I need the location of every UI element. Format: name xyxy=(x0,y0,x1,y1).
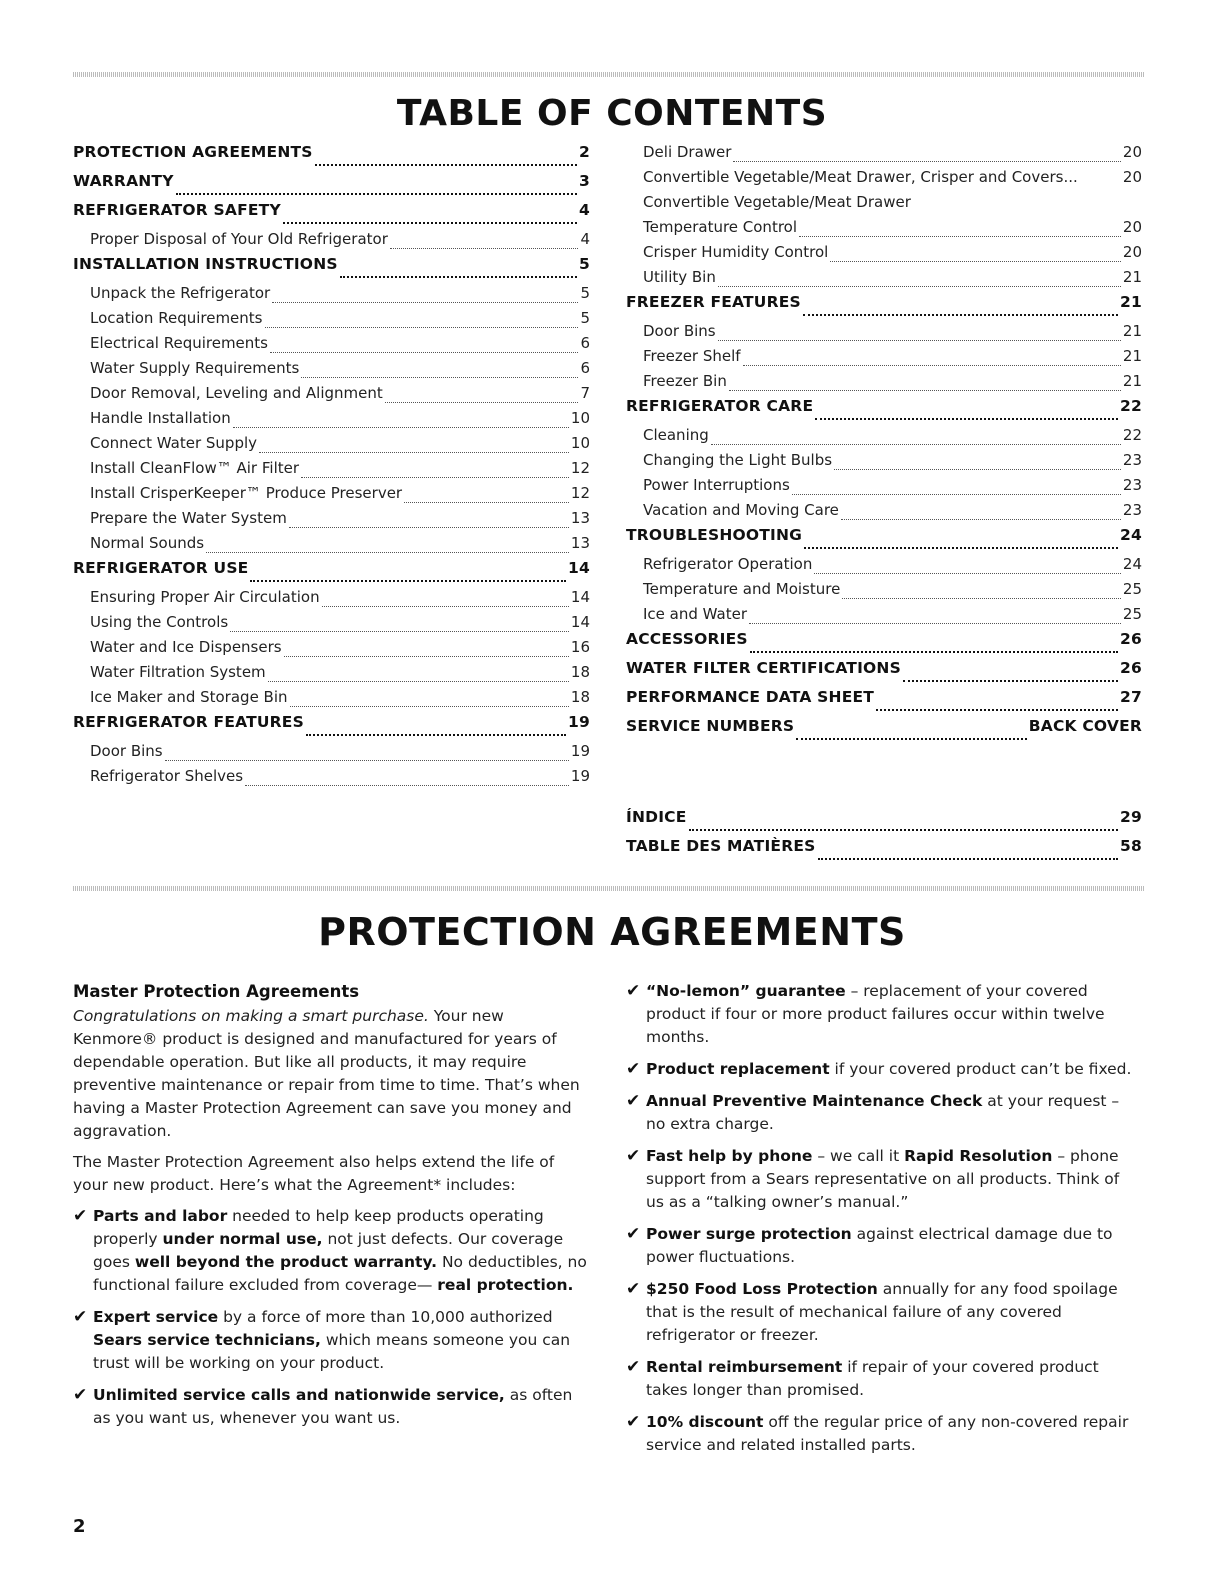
toc-leader-dots xyxy=(749,623,1121,624)
toc-leader-dots xyxy=(268,681,569,682)
toc-entry-page: BACK COVER xyxy=(1028,717,1142,735)
top-rule xyxy=(73,72,1144,77)
agreement-item-text: if your covered product can’t be fixed. xyxy=(829,1060,1132,1078)
toc-entry-page: 19 xyxy=(570,767,590,785)
toc-entry-page: 21 xyxy=(1122,322,1142,340)
toc-entry[interactable] xyxy=(626,293,1142,322)
agreement-item xyxy=(73,1384,589,1430)
toc-leader-dots xyxy=(385,402,579,403)
toc-language-links xyxy=(626,808,1142,866)
toc-entry-page: 20 xyxy=(1122,243,1142,261)
toc-entry[interactable] xyxy=(73,384,590,409)
toc-entry-label: Door Bins xyxy=(90,742,163,760)
agreement-item-text: – replacement of your covered product if four or more product failures occur within twelve months. xyxy=(646,982,1105,1046)
toc-entry-page: 29 xyxy=(1120,808,1142,826)
toc-entry-label: Using the Controls xyxy=(90,613,229,631)
toc-entry-page: 5 xyxy=(580,284,590,302)
toc-entry-label: Unpack the Refrigerator xyxy=(90,284,271,302)
toc-entry-page: 18 xyxy=(570,663,590,681)
checkmark-icon: ✔ xyxy=(73,1385,88,1405)
middle-rule xyxy=(73,886,1144,891)
pa-title: PROTECTION AGREEMENTS xyxy=(318,910,906,954)
toc-leader-dots xyxy=(842,598,1121,599)
toc-leader-dots xyxy=(792,494,1121,495)
toc-entry-page: 19 xyxy=(568,713,590,731)
toc-entry[interactable] xyxy=(626,605,1142,630)
toc-title: TABLE OF CONTENTS xyxy=(396,93,828,134)
toc-entry[interactable] xyxy=(626,555,1142,580)
toc-entry-page: 4 xyxy=(579,201,590,219)
toc-entry[interactable] xyxy=(73,172,590,201)
toc-entry-page: 26 xyxy=(1120,630,1142,648)
toc-leader-dots xyxy=(315,164,577,166)
toc-entry-page: 22 xyxy=(1122,426,1142,444)
checkmark-icon: ✔ xyxy=(626,1224,641,1244)
toc-entry-label: Freezer Shelf xyxy=(643,347,741,365)
toc-entry-label: REFRIGERATOR USE xyxy=(73,559,249,577)
toc-entry-label: SERVICE NUMBERS xyxy=(626,717,795,735)
toc-entry-label: Water Supply Requirements xyxy=(90,359,300,377)
toc-entry-label: ÍNDICE xyxy=(626,808,687,826)
toc-entry-label: Water Filtration System xyxy=(90,663,266,681)
page-number: 2 xyxy=(73,1516,86,1537)
toc-entry-page: 21 xyxy=(1122,268,1142,286)
toc-leader-dots xyxy=(689,829,1118,831)
toc-entry[interactable] xyxy=(73,534,590,559)
toc-entry-label: Cleaning xyxy=(643,426,709,444)
agreement-item-bold: well beyond the product warranty. xyxy=(134,1253,438,1271)
toc-entry-label: Connect Water Supply xyxy=(90,434,258,452)
toc-entry-page: 21 xyxy=(1122,347,1142,365)
agreement-item-text: if repair of your covered product takes longer than promised. xyxy=(646,1358,1099,1399)
toc-leader-dots xyxy=(404,502,569,503)
agreement-item-text: – we call it xyxy=(812,1147,905,1165)
toc-leader-dots xyxy=(206,552,569,553)
toc-entry-label: Temperature and Moisture xyxy=(643,580,841,598)
toc-entry[interactable] xyxy=(73,742,590,767)
agreement-item-bold: Rental reimbursement xyxy=(646,1358,843,1376)
agreement-item xyxy=(73,1205,589,1297)
toc-entry-label: Ice and Water xyxy=(643,605,747,623)
toc-entry-page: 5 xyxy=(580,309,590,327)
agreement-item-text: not just defects. Our coverage goes xyxy=(93,1230,564,1271)
toc-leader-dots xyxy=(230,631,569,632)
toc-entry[interactable] xyxy=(73,284,590,309)
toc-leader-dots xyxy=(176,193,577,195)
toc-entry-page: 58 xyxy=(1120,837,1142,855)
toc-leader-dots xyxy=(830,261,1121,262)
toc-entry-page: 3 xyxy=(579,172,590,190)
toc-entry-page: 19 xyxy=(570,742,590,760)
toc-entry-page: 10 xyxy=(570,434,590,452)
checkmark-icon: ✔ xyxy=(626,1059,641,1079)
toc-entry-page: 7 xyxy=(580,384,590,402)
toc-leader-dots xyxy=(903,680,1118,682)
toc-leader-dots xyxy=(245,785,569,786)
checkmark-icon: ✔ xyxy=(626,1412,641,1432)
toc-entry-page: 27 xyxy=(1120,688,1142,706)
toc-entry-label: TROUBLESHOOTING xyxy=(626,526,803,544)
toc-entry-page: 4 xyxy=(580,230,590,248)
toc-entry-label: Convertible Vegetable/Meat Drawer xyxy=(643,193,911,211)
toc-entry[interactable] xyxy=(73,559,590,588)
toc-entry-label: Location Requirements xyxy=(90,309,263,327)
checkmark-icon: ✔ xyxy=(626,1279,641,1299)
agreement-item-text: as often as you want us, whenever you want us. xyxy=(93,1386,573,1427)
toc-leader-dots xyxy=(814,573,1121,574)
checkmark-icon: ✔ xyxy=(73,1206,88,1226)
agreement-item-bold: Power surge protection xyxy=(646,1225,852,1243)
toc-right-column xyxy=(626,143,1142,746)
toc-leader-dots xyxy=(250,580,566,582)
toc-entry[interactable] xyxy=(73,409,590,434)
toc-entry-label: PERFORMANCE DATA SHEET xyxy=(626,688,875,706)
toc-entry-page: 6 xyxy=(580,359,590,377)
toc-entry[interactable] xyxy=(73,143,590,172)
toc-entry[interactable] xyxy=(73,459,590,484)
toc-entry-page: 21 xyxy=(1120,293,1142,311)
toc-entry-label: Refrigerator Shelves xyxy=(90,767,244,785)
agreement-item-text: by a force of more than 10,000 authorized xyxy=(218,1308,553,1326)
checkmark-icon: ✔ xyxy=(626,1146,641,1166)
pa-heading: Master Protection Agreements xyxy=(73,982,360,1001)
toc-entry-label: Convertible Vegetable/Meat Drawer, Crisper and Covers... xyxy=(643,168,1078,186)
toc-entry-page: 25 xyxy=(1122,580,1142,598)
toc-entry-page: 14 xyxy=(570,588,590,606)
toc-entry-page: 5 xyxy=(579,255,590,273)
toc-entry-page: 20 xyxy=(1122,143,1142,161)
toc-entry-label: Handle Installation xyxy=(90,409,231,427)
toc-left-column xyxy=(73,143,590,792)
toc-entry-label: Install CleanFlow™ Air Filter xyxy=(90,459,300,477)
toc-entry-label: WATER FILTER CERTIFICATIONS xyxy=(626,659,901,677)
toc-entry[interactable] xyxy=(626,659,1142,688)
agreement-item-text: off the regular price of any non-covered repair service and related installed parts. xyxy=(646,1413,1129,1454)
toc-leader-dots xyxy=(340,276,577,278)
toc-leader-dots xyxy=(803,314,1118,316)
toc-leader-dots xyxy=(270,352,578,353)
toc-entry-page: 12 xyxy=(570,484,590,502)
toc-entry-label: Refrigerator Operation xyxy=(643,555,813,573)
toc-entry[interactable] xyxy=(626,347,1142,372)
toc-entry-page: 12 xyxy=(570,459,590,477)
toc-entry-page: 22 xyxy=(1120,397,1142,415)
agreement-item-bold: Rapid Resolution xyxy=(904,1147,1053,1165)
agreement-item-text: No deductibles, no functional failure excluded from coverage— xyxy=(93,1253,587,1294)
toc-entry-label: Power Interruptions xyxy=(643,476,790,494)
toc-entry-label: Ice Maker and Storage Bin xyxy=(90,688,288,706)
toc-entry[interactable] xyxy=(73,359,590,384)
toc-entry-page: 14 xyxy=(568,559,590,577)
toc-entry-label: Vacation and Moving Care xyxy=(643,501,839,519)
toc-entry-label: REFRIGERATOR CARE xyxy=(626,397,814,415)
agreement-item xyxy=(626,980,1142,1049)
toc-entry[interactable] xyxy=(626,372,1142,397)
agreement-item-bold: “No-lemon” guarantee xyxy=(646,982,846,1000)
toc-entry-page: 26 xyxy=(1120,659,1142,677)
toc-entry-page: 13 xyxy=(570,509,590,527)
agreement-item-text: at your request – no extra charge. xyxy=(646,1092,1120,1133)
toc-entry[interactable] xyxy=(626,397,1142,426)
agreement-item-text: which means someone you can trust will be working on your product. xyxy=(93,1331,571,1372)
toc-entry[interactable] xyxy=(73,309,590,334)
toc-leader-dots xyxy=(165,760,569,761)
toc-entry-page: 25 xyxy=(1122,605,1142,623)
toc-entry-page: 24 xyxy=(1120,526,1142,544)
agreement-item-text: needed to help keep products operating properly xyxy=(93,1207,544,1248)
toc-leader-dots xyxy=(876,709,1118,711)
toc-entry-page: 13 xyxy=(570,534,590,552)
toc-entry[interactable] xyxy=(626,143,1142,168)
toc-entry-label: REFRIGERATOR FEATURES xyxy=(73,713,304,731)
pa-left-items xyxy=(73,1205,589,1430)
agreement-item-bold: Product replacement xyxy=(646,1060,830,1078)
toc-entry[interactable] xyxy=(73,434,590,459)
toc-entry[interactable] xyxy=(73,713,590,742)
agreement-item-bold: Sears service technicians, xyxy=(93,1331,321,1349)
checkmark-icon: ✔ xyxy=(626,1091,641,1111)
toc-leader-dots xyxy=(301,377,578,378)
toc-entry-label: Freezer Bin xyxy=(643,372,727,390)
toc-leader-dots xyxy=(283,222,577,224)
toc-entry[interactable] xyxy=(73,588,590,613)
toc-leader-dots xyxy=(390,248,579,249)
toc-entry-page: 21 xyxy=(1122,372,1142,390)
toc-entry-page: 16 xyxy=(570,638,590,656)
toc-entry-label: REFRIGERATOR SAFETY xyxy=(73,201,281,219)
checkmark-icon: ✔ xyxy=(626,981,641,1001)
agreement-item-text: against electrical damage due to power fluctuations. xyxy=(646,1225,1113,1266)
agreement-item xyxy=(626,1058,1142,1081)
agreement-item xyxy=(626,1411,1142,1457)
toc-leader-dots xyxy=(733,161,1120,162)
toc-entry-page: 2 xyxy=(579,143,590,161)
toc-entry[interactable] xyxy=(626,717,1142,746)
agreement-item xyxy=(626,1278,1142,1347)
pa-intro-italic: Congratulations on making a smart purchase. xyxy=(73,1007,429,1025)
toc-leader-dots xyxy=(729,390,1121,391)
checkmark-icon: ✔ xyxy=(73,1307,88,1327)
pa-right-items xyxy=(626,980,1142,1457)
agreement-item-bold: Expert service xyxy=(93,1308,219,1326)
toc-entry-page: 6 xyxy=(580,334,590,352)
toc-leader-dots xyxy=(284,656,569,657)
toc-leader-dots xyxy=(301,477,569,478)
toc-entry[interactable] xyxy=(626,193,1142,218)
toc-entry-label: Ensuring Proper Air Circulation xyxy=(90,588,320,606)
toc-entry-label: PROTECTION AGREEMENTS xyxy=(73,143,313,161)
toc-entry[interactable] xyxy=(626,580,1142,605)
pa-intro2: The Master Protection Agreement also helps extend the life of your new product. Here’s what the Agreement* includes: xyxy=(73,1153,555,1194)
toc-entry-label: Changing the Light Bulbs xyxy=(643,451,833,469)
toc-leader-dots xyxy=(799,236,1121,237)
toc-entry[interactable] xyxy=(626,688,1142,717)
agreement-item-bold: Unlimited service calls and nationwide service, xyxy=(93,1386,505,1404)
toc-leader-dots xyxy=(711,444,1121,445)
toc-entry[interactable] xyxy=(626,322,1142,347)
toc-entry[interactable] xyxy=(626,501,1142,526)
toc-leader-dots xyxy=(804,547,1118,549)
checkmark-icon: ✔ xyxy=(626,1357,641,1377)
agreement-item xyxy=(626,1145,1142,1214)
toc-leader-dots xyxy=(718,286,1121,287)
agreement-item-bold: 10% discount xyxy=(646,1413,764,1431)
toc-entry[interactable] xyxy=(73,638,590,663)
agreement-item xyxy=(626,1090,1142,1136)
toc-entry[interactable] xyxy=(73,509,590,534)
toc-leader-dots xyxy=(750,651,1118,653)
agreement-item-bold: real protection. xyxy=(437,1276,574,1294)
toc-entry-page: 24 xyxy=(1122,555,1142,573)
toc-entry-label: TABLE DES MATIÈRES xyxy=(626,837,816,855)
pa-intro-text: Your new Kenmore® product is designed and manufactured for years of dependable operation. But like all products, it may require preventive maintenance or repair from time to time. That’s when having a Master Protection Agreement can save you money and aggravation. xyxy=(73,1007,580,1140)
toc-leader-dots xyxy=(743,365,1121,366)
toc-entry-label: Install CrisperKeeper™ Produce Preserver xyxy=(90,484,403,502)
toc-entry-label: Utility Bin xyxy=(643,268,716,286)
agreement-item-bold: Parts and labor xyxy=(93,1207,228,1225)
toc-entry[interactable] xyxy=(73,201,590,230)
toc-entry-label: Temperature Control xyxy=(643,218,798,236)
toc-leader-dots xyxy=(259,452,569,453)
toc-entry[interactable] xyxy=(626,476,1142,501)
toc-entry[interactable] xyxy=(73,613,590,638)
toc-entry[interactable] xyxy=(73,334,590,359)
toc-entry[interactable] xyxy=(626,426,1142,451)
toc-entry-label: Prepare the Water System xyxy=(90,509,287,527)
toc-entry-label: Proper Disposal of Your Old Refrigerator xyxy=(90,230,388,248)
toc-leader-dots xyxy=(233,427,569,428)
toc-entry-label: WARRANTY xyxy=(73,172,174,190)
toc-entry-page: 20 xyxy=(1122,218,1142,236)
toc-entry-label: Door Removal, Leveling and Alignment xyxy=(90,384,383,402)
agreement-item-bold: Fast help by phone xyxy=(646,1147,813,1165)
toc-entry[interactable] xyxy=(73,663,590,688)
toc-entry[interactable] xyxy=(626,630,1142,659)
agreement-item-text: annually for any food spoilage that is the result of mechanical failure of any covered refrigerator or freezer. xyxy=(646,1280,1118,1344)
agreement-item xyxy=(626,1356,1142,1402)
toc-entry[interactable] xyxy=(73,255,590,284)
toc-entry[interactable] xyxy=(626,168,1142,193)
toc-leader-dots xyxy=(265,327,579,328)
agreement-item-text: – phone support from a Sears representative on all products. Think of us as a “talking owner’s manual.” xyxy=(646,1147,1120,1211)
toc-entry[interactable] xyxy=(73,767,590,792)
toc-entry-label: Water and Ice Dispensers xyxy=(90,638,282,656)
pa-left-column xyxy=(73,980,589,1439)
toc-entry-page: 10 xyxy=(570,409,590,427)
toc-leader-dots xyxy=(289,527,569,528)
toc-entry-label: Crisper Humidity Control xyxy=(643,243,829,261)
agreement-item-bold: under normal use, xyxy=(162,1230,323,1248)
toc-entry[interactable] xyxy=(626,526,1142,555)
agreement-item xyxy=(73,1306,589,1375)
toc-entry-page: 18 xyxy=(570,688,590,706)
toc-leader-dots xyxy=(322,606,569,607)
toc-entry-label: ACCESSORIES xyxy=(626,630,748,648)
toc-entry[interactable] xyxy=(73,484,590,509)
toc-leader-dots xyxy=(272,302,578,303)
toc-leader-dots xyxy=(841,519,1121,520)
toc-entry-page: 14 xyxy=(570,613,590,631)
toc-leader-dots xyxy=(834,469,1121,470)
toc-leader-dots xyxy=(815,418,1118,420)
toc-entry[interactable] xyxy=(73,230,590,255)
toc-entry-label: INSTALLATION INSTRUCTIONS xyxy=(73,255,338,273)
pa-right-column xyxy=(626,980,1142,1466)
toc-leader-dots xyxy=(718,340,1121,341)
agreement-item xyxy=(626,1223,1142,1269)
toc-entry-label: Door Bins xyxy=(643,322,716,340)
toc-leader-dots xyxy=(290,706,569,707)
toc-entry[interactable] xyxy=(626,808,1142,837)
agreement-item-bold: $250 Food Loss Protection xyxy=(646,1280,878,1298)
toc-entry-page: 20 xyxy=(1122,168,1142,186)
toc-leader-dots xyxy=(796,738,1026,740)
toc-entry-page: 23 xyxy=(1122,476,1142,494)
toc-entry-page: 23 xyxy=(1122,451,1142,469)
toc-entry-label: Electrical Requirements xyxy=(90,334,268,352)
pa-intro xyxy=(73,1005,589,1143)
toc-entry[interactable] xyxy=(626,268,1142,293)
agreement-item-bold: Annual Preventive Maintenance Check xyxy=(646,1092,983,1110)
toc-entry[interactable] xyxy=(626,218,1142,243)
toc-entry[interactable] xyxy=(626,451,1142,476)
toc-entry[interactable] xyxy=(73,688,590,713)
toc-entry-label: Deli Drawer xyxy=(643,143,732,161)
toc-leader-dots xyxy=(306,734,566,736)
toc-entry-page: 23 xyxy=(1122,501,1142,519)
toc-entry[interactable] xyxy=(626,243,1142,268)
toc-entry[interactable] xyxy=(626,837,1142,866)
toc-entry-label: FREEZER FEATURES xyxy=(626,293,801,311)
toc-entry-label: Normal Sounds xyxy=(90,534,205,552)
toc-leader-dots xyxy=(818,858,1119,860)
